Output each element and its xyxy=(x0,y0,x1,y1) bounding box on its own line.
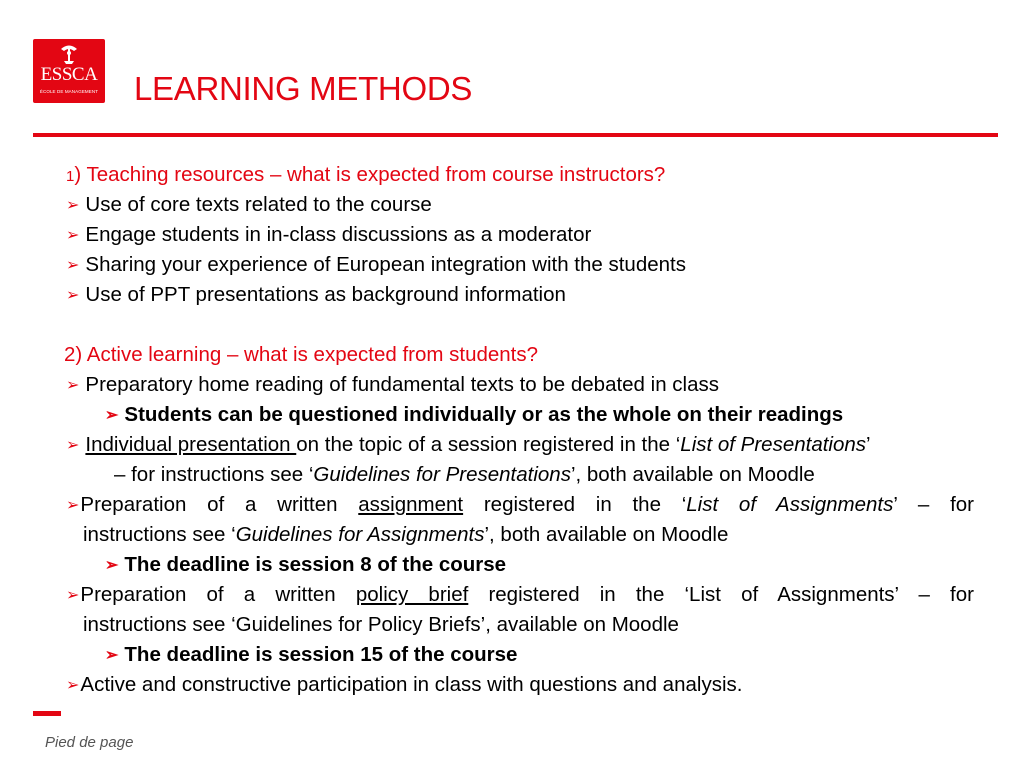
list-item: ➢Preparation of a written assignment registered in the ‘List of Assignments’ – for xyxy=(66,490,974,520)
logo-name: ESSCA xyxy=(40,64,98,85)
section2-heading: 2) Active learning – what is expected from students? xyxy=(64,343,539,366)
list-item-continuation: – for instructions see ‘Guidelines for Presentations’, both available on Moodle xyxy=(114,463,815,486)
title-divider xyxy=(33,133,998,137)
list-item-continuation: instructions see ‘Guidelines for Policy Briefs’, available on Moodle xyxy=(83,613,679,636)
arrow-bullet-icon: ➢ xyxy=(66,497,80,514)
section1-heading: 1) Teaching resources – what is expected from course instructors? xyxy=(66,163,666,186)
deadline-note: ➢ The deadline is session 15 of the course xyxy=(105,640,517,670)
arrow-bullet-icon: ➢ xyxy=(66,287,80,304)
arrow-bullet-icon: ➢ xyxy=(105,647,119,664)
footer-text: Pied de page xyxy=(45,734,134,751)
list-item: ➢ Sharing your experience of European integration with the students xyxy=(66,250,686,280)
page-title: LEARNING METHODS xyxy=(134,70,473,107)
list-subitem: ➢ Students can be questioned individually or as the whole on their readings xyxy=(105,400,843,430)
deadline-note: ➢ The deadline is session 8 of the course xyxy=(105,550,506,580)
arrow-bullet-icon: ➢ xyxy=(66,377,80,394)
arrow-bullet-icon: ➢ xyxy=(66,197,80,214)
arrow-bullet-icon: ➢ xyxy=(66,227,80,244)
arrow-bullet-icon: ➢ xyxy=(66,587,80,604)
essca-logo xyxy=(33,39,105,103)
list-item-continuation: instructions see ‘Guidelines for Assignments’, both available on Moodle xyxy=(83,523,729,546)
arrow-bullet-icon: ➢ xyxy=(105,557,119,574)
arrow-bullet-icon: ➢ xyxy=(66,677,80,694)
list-item: ➢ Use of core texts related to the course xyxy=(66,190,432,220)
list-item: ➢Preparation of a written policy brief registered in the ‘List of Assignments’ – for xyxy=(66,580,974,610)
section1-number: 1 xyxy=(66,168,75,185)
arrow-bullet-icon: ➢ xyxy=(66,437,80,454)
logo-subtitle: ÉCOLE DE MANAGEMENT xyxy=(39,89,99,94)
list-item: ➢ Use of PPT presentations as background information xyxy=(66,280,566,310)
list-item: ➢ Individual presentation on the topic of a session registered in the ‘List of Presentations’ xyxy=(66,430,871,460)
arrow-bullet-icon: ➢ xyxy=(66,257,80,274)
arrow-bullet-icon: ➢ xyxy=(105,407,119,424)
footer-accent xyxy=(33,711,61,716)
list-item: ➢ Preparatory home reading of fundamental texts to be debated in class xyxy=(66,370,719,400)
list-item: ➢ Engage students in in-class discussions as a moderator xyxy=(66,220,591,250)
list-item: ➢Active and constructive participation in class with questions and analysis. xyxy=(66,670,742,700)
